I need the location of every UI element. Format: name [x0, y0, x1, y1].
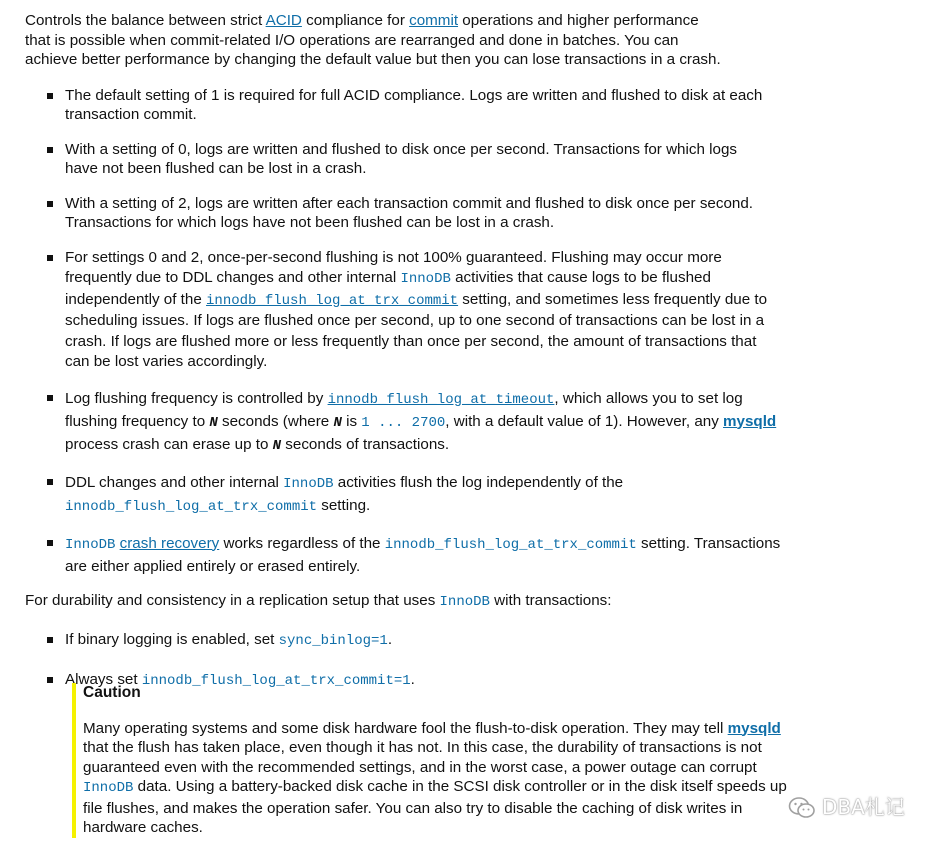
innodb-flush-log-at-trx-commit-code: innodb_flush_log_at_trx_commit=1 — [141, 672, 411, 689]
intro-paragraph — [25, 11, 725, 70]
caution-body — [83, 719, 805, 838]
caution-text: that the flush has taken place, even though it has not. In this case, the durability of transactions is not guaranteed even with the recommended settings, and in the worst case, a power outage can corrupt — [83, 739, 762, 776]
innodb-code: InnoDB — [439, 593, 490, 610]
bullet-text: setting, and sometimes less frequently due to scheduling issues. If logs are flushed once per second, up to one second of transactions can be lost in a crash. If logs are flushed more or less frequently than once per second, the amount of transactions that can be lost varies accordingly. — [65, 290, 768, 370]
bullet-icon — [47, 255, 53, 261]
caution-title: Caution — [83, 684, 141, 701]
durability-text: with transactions: — [489, 591, 612, 609]
bullet-text: If binary logging is enabled, set — [65, 631, 279, 648]
mysqld-link[interactable]: mysqld — [723, 412, 777, 430]
bullet-text: setting. Transactions are either applied entirely or erased entirely. — [65, 534, 781, 575]
mysqld-link[interactable]: mysqld — [727, 719, 781, 737]
bullet-text: . — [410, 670, 415, 688]
bullet-text: DDL changes and other internal — [65, 473, 284, 491]
bullet-text: With a setting of 0, logs are written and flushed to disk once per second. Transactions for which logs have not been flushed can be lost in a crash. — [65, 140, 737, 177]
list-item — [25, 472, 705, 518]
durability-text: For durability and consistency in a replication setup that uses — [25, 591, 440, 609]
bullet-text: For settings 0 and 2, once-per-second flushing is not 100% guaranteed. Flushing may occur more frequently due to DDL changes and other internal — [65, 248, 722, 286]
bullet-text: , with a default value of 1). However, any — [445, 412, 724, 430]
bullet-icon — [47, 201, 53, 207]
bullet-text: setting. — [317, 496, 371, 514]
list-item — [25, 388, 785, 457]
bullet-text: seconds of transactions. — [281, 435, 450, 453]
variable-n: N — [272, 437, 282, 454]
acid-link[interactable]: ACID — [265, 12, 302, 29]
bullet-text: Always set — [65, 670, 142, 688]
bullet-icon — [47, 147, 53, 153]
bullet-text: The default setting of 1 is required for full ACID compliance. Logs are written and flushed to disk at each transaction commit. — [65, 86, 763, 123]
durability-paragraph — [25, 591, 785, 613]
list-item — [25, 248, 785, 373]
intro-text-1: Controls the balance between strict — [25, 12, 266, 29]
bullet-icon — [47, 540, 53, 546]
intro-text-2: compliance for — [301, 12, 410, 29]
bullet-icon — [47, 637, 53, 643]
watermark — [788, 796, 905, 820]
bullet-text: process crash can erase up to — [65, 435, 273, 453]
wechat-icon — [788, 796, 816, 820]
bullet-text: is — [341, 412, 362, 430]
bullet-text: activities that cause logs to be flushed independently of the — [65, 269, 711, 308]
caution-text: data. Using a battery-backed disk cache in the SCSI disk controller or in the disk itself speeds up file flushes, and makes the operation safer. You can also try to disable the caching of disk writes in hardware caches. — [83, 778, 787, 836]
innodb-code: InnoDB — [400, 271, 451, 287]
innodb-flush-log-at-timeout-link[interactable]: innodb_flush_log_at_timeout — [327, 391, 555, 408]
bullet-text: seconds (where — [217, 412, 334, 430]
bullet-text: With a setting of 2, logs are written after each transaction commit and flushed to disk once per second. Transactions for which logs have not been flushed can be lost in a crash. — [65, 194, 754, 231]
innodb-code: InnoDB — [83, 780, 134, 796]
bullet-icon — [47, 677, 53, 683]
commit-link[interactable]: commit — [409, 12, 459, 29]
crash-recovery-link[interactable]: crash recovery — [119, 534, 220, 552]
range-code: 1 ... 2700 — [361, 414, 446, 431]
settings-list — [25, 86, 785, 577]
innodb-flush-log-at-trx-commit-code: innodb_flush_log_at_trx_commit — [384, 536, 637, 553]
bullet-text: , which allows you to set log flushing frequency to — [65, 389, 743, 430]
intro-text-3: operations and higher performance that is possible when commit-related I/O operations are rearranged and done in batches. You can achieve better performance by changing the default value but then you can lose transactions in a crash. — [25, 12, 721, 68]
variable-n: N — [209, 414, 218, 431]
bullet-icon — [47, 479, 53, 485]
documentation-content — [25, 11, 785, 691]
bullet-text: works regardless of the — [219, 534, 385, 552]
list-item — [25, 533, 785, 577]
watermark-text: DBA札记 — [822, 795, 905, 820]
list-item — [25, 630, 785, 652]
bullet-text: . — [387, 631, 393, 648]
bullet-text: Log flushing frequency is controlled by — [65, 389, 328, 407]
bullet-icon — [47, 93, 53, 99]
innodb-code: InnoDB — [283, 475, 334, 492]
list-item — [25, 140, 755, 179]
replication-list — [25, 630, 785, 691]
innodb-flush-log-at-trx-commit-code: innodb_flush_log_at_trx_commit — [65, 498, 318, 515]
caution-text: Many operating systems and some disk hardware fool the flush-to-disk operation. They may tell — [83, 719, 728, 737]
bullet-icon — [47, 395, 53, 401]
variable-n: N — [333, 414, 342, 431]
list-item — [25, 194, 815, 233]
bullet-text: activities flush the log independently of the — [333, 473, 624, 491]
innodb-code: InnoDB — [65, 536, 116, 553]
list-item — [25, 86, 785, 125]
sync-binlog-code: sync_binlog=1 — [278, 633, 388, 649]
innodb-flush-log-at-trx-commit-link[interactable]: innodb_flush_log_at_trx_commit — [206, 292, 459, 309]
caution-note — [72, 683, 805, 838]
